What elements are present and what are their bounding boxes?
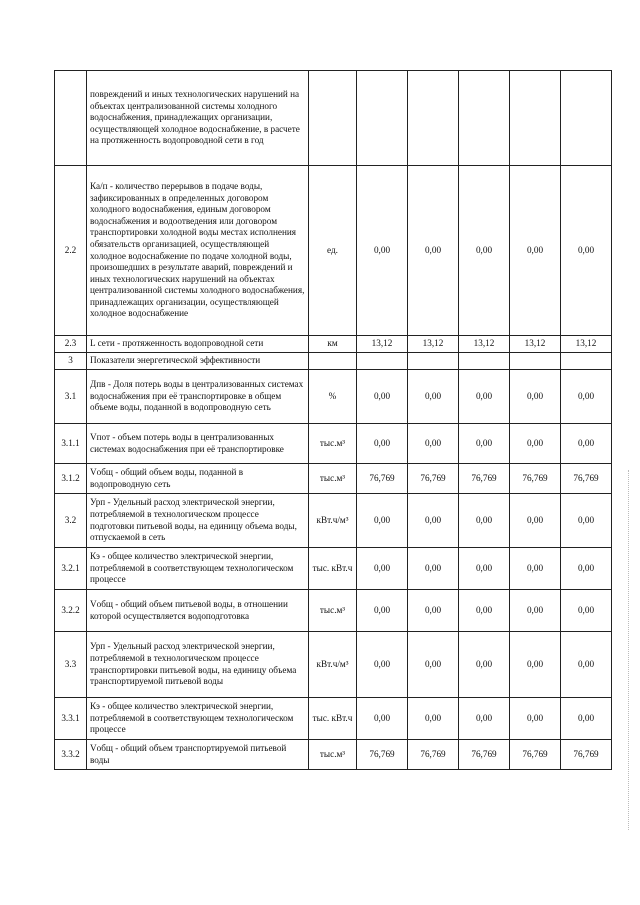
unit-cell: тыс.м³ [309,740,357,770]
unit-cell: % [309,370,357,424]
row-number: 3.1.2 [55,464,87,494]
value-cell: 76,769 [357,464,408,494]
value-cell [561,71,612,166]
value-cell [357,71,408,166]
value-cell: 76,769 [561,464,612,494]
table-row [55,698,612,740]
value-cell: 0,00 [561,494,612,548]
indicator-description: Vобщ - общий объем воды, поданной в водопроводную сеть [87,464,309,494]
unit-cell: тыс. кВт.ч [309,698,357,740]
value-cell: 0,00 [510,494,561,548]
row-number: 3.1.1 [55,424,87,464]
unit-cell: тыс. кВт.ч [309,548,357,590]
table-row [55,370,612,424]
value-cell [561,353,612,370]
row-number: 3 [55,353,87,370]
indicator-description: повреждений и иных технологических нарушений на объектах централизованной системы холодного водоснабжения, принадлежащих организации, осуществляющей холодное водоснабжение, в расчете на протяженность водопроводной сети в год [87,71,309,166]
indicator-description: Урп - Удельный расход электрической энергии, потребляемой в технологическом процессе транспортировки питьевой воды, на единицу объема транспортируемой питьевой воды [87,632,309,698]
value-cell: 0,00 [357,548,408,590]
value-cell: 13,12 [408,336,459,353]
table-row [55,464,612,494]
indicator-description: Vобщ - общий объем транспортируемой питьевой воды [87,740,309,770]
value-cell: 0,00 [408,166,459,336]
value-cell [510,71,561,166]
row-number: 2.2 [55,166,87,336]
unit-cell: ед. [309,166,357,336]
value-cell: 0,00 [408,548,459,590]
value-cell: 0,00 [408,494,459,548]
unit-cell: тыс.м³ [309,424,357,464]
value-cell: 0,00 [408,424,459,464]
row-number: 3.2 [55,494,87,548]
row-number: 3.1 [55,370,87,424]
value-cell: 0,00 [459,548,510,590]
value-cell: 0,00 [357,632,408,698]
indicators-table [54,70,612,770]
value-cell [408,71,459,166]
value-cell: 0,00 [459,590,510,632]
value-cell: 0,00 [459,370,510,424]
value-cell: 76,769 [357,740,408,770]
value-cell: 0,00 [510,370,561,424]
row-number: 3.2.1 [55,548,87,590]
row-number: 3.3.1 [55,698,87,740]
value-cell [459,71,510,166]
indicator-description: Урп - Удельный расход электрической энергии, потребляемой в технологическом процессе подготовки питьевой воды, на единицу объема воды, отпускаемой в сеть [87,494,309,548]
value-cell: 0,00 [357,166,408,336]
value-cell: 0,00 [510,166,561,336]
value-cell: 76,769 [408,740,459,770]
value-cell: 76,769 [459,740,510,770]
unit-cell [309,71,357,166]
value-cell: 76,769 [459,464,510,494]
value-cell: 0,00 [561,698,612,740]
table-row [55,353,612,370]
value-cell: 76,769 [408,464,459,494]
value-cell: 13,12 [561,336,612,353]
unit-cell: кВт.ч/м³ [309,632,357,698]
value-cell: 0,00 [561,632,612,698]
value-cell: 76,769 [510,464,561,494]
scan-margin-line [628,470,630,830]
row-number [55,71,87,166]
value-cell: 0,00 [561,548,612,590]
value-cell: 0,00 [357,370,408,424]
value-cell: 13,12 [510,336,561,353]
value-cell: 13,12 [357,336,408,353]
table-row [55,494,612,548]
value-cell: 0,00 [510,632,561,698]
unit-cell: тыс.м³ [309,590,357,632]
value-cell [357,353,408,370]
indicator-description: Ка/п - количество перерывов в подаче воды, зафиксированных в определенных договором холодного водоснабжения, единым договором водоснабжения и водоотведения или договором транспортировки холодной воды местах исполнения обязательств организацией, осуществляющей холодное водоснабжение по подаче холодной воды, произошедших в результате аварий, повреждений и иных технологических нарушений на объектах централизованной системы холодного водоснабжения, принадлежащих организации, осуществляющей холодное водоснабжение [87,166,309,336]
table-row [55,590,612,632]
value-cell: 0,00 [459,632,510,698]
value-cell: 0,00 [408,590,459,632]
value-cell [510,353,561,370]
value-cell: 0,00 [510,590,561,632]
table-row [55,548,612,590]
table-row [55,166,612,336]
row-number: 2.3 [55,336,87,353]
value-cell: 0,00 [408,632,459,698]
row-number: 3.3.2 [55,740,87,770]
unit-cell: кВт.ч/м³ [309,494,357,548]
table-row [55,71,612,166]
value-cell: 76,769 [510,740,561,770]
unit-cell: км [309,336,357,353]
value-cell: 0,00 [561,590,612,632]
value-cell: 0,00 [408,370,459,424]
value-cell: 0,00 [510,548,561,590]
value-cell [459,353,510,370]
indicator-description: Кэ - общее количество электрической энергии, потребляемой в соответствующем технологическом процессе [87,548,309,590]
value-cell: 0,00 [459,166,510,336]
indicator-description: Дпв - Доля потерь воды в централизованных системах водоснабжения при её транспортировке в общем объеме воды, поданной в водопроводную сеть [87,370,309,424]
value-cell [408,353,459,370]
section-heading: Показатели энергетической эффективности [87,353,309,370]
value-cell: 0,00 [510,424,561,464]
value-cell: 0,00 [561,424,612,464]
table-row [55,424,612,464]
value-cell: 0,00 [357,494,408,548]
row-number: 3.3 [55,632,87,698]
indicator-description: L сети - протяженность водопроводной сети [87,336,309,353]
unit-cell: тыс.м³ [309,464,357,494]
value-cell: 0,00 [459,698,510,740]
value-cell: 0,00 [459,494,510,548]
indicator-description: Vпот - объем потерь воды в централизованных системах водоснабжения при её транспортировке [87,424,309,464]
value-cell: 0,00 [510,698,561,740]
value-cell: 76,769 [561,740,612,770]
value-cell: 0,00 [459,424,510,464]
indicator-description: Кэ - общее количество электрической энергии, потребляемой в соответствующем технологическом процессе [87,698,309,740]
row-number: 3.2.2 [55,590,87,632]
table-row [55,632,612,698]
value-cell: 0,00 [408,698,459,740]
value-cell: 0,00 [357,590,408,632]
indicator-description: Vобщ - общий объем питьевой воды, в отношении которой осуществляется водоподготовка [87,590,309,632]
value-cell: 0,00 [561,166,612,336]
value-cell: 0,00 [561,370,612,424]
unit-cell [309,353,357,370]
value-cell: 13,12 [459,336,510,353]
table-row [55,740,612,770]
value-cell: 0,00 [357,698,408,740]
table-row [55,336,612,353]
value-cell: 0,00 [357,424,408,464]
